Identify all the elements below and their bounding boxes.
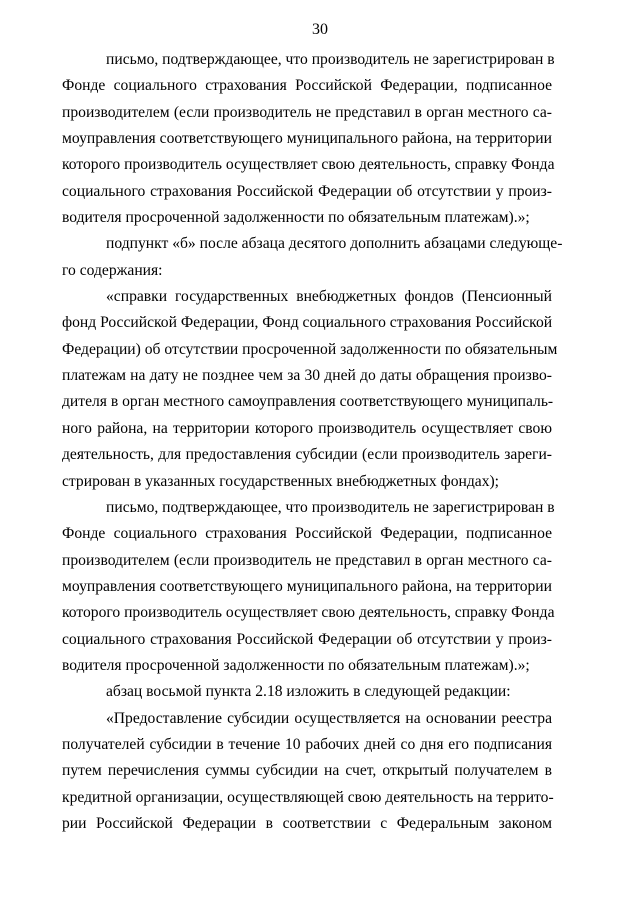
text-line: путем перечисления суммы субсидии на счет, открытый получателем в [62,762,552,780]
text-line: стрирован в указанных государственных внебюджетных фондах); [62,472,500,490]
paragraph [62,706,552,838]
text-line: которого производитель осуществляет свою деятельность, справку Фонда [62,156,555,174]
text-line: водителя просроченной задолженности по обязательным платежам).»; [62,209,530,227]
text-line: письмо, подтверждающее, что производитель не зарегистрирован в [106,51,555,68]
paragraph [62,231,563,284]
text-line: «справки государственных внебюджетных фондов (Пенсионный [106,288,552,306]
paragraph [62,495,555,679]
text-line: Федерации) об отсутствии просроченной задолженности по обязательным [62,340,558,358]
text-line: производителем (если производитель не представил в орган местного са- [62,551,552,569]
text-line: социального страхования Российской Федерации об отсутствии у произ- [62,182,552,200]
text-line: ного района, на территории которого производитель осуществляет свою [62,419,552,437]
paragraph [62,284,558,495]
text-line: которого производитель осуществляет свою деятельность, справку Фонда [62,604,555,622]
text-line: моуправления соответствующего муниципального района, на территории [62,577,552,595]
paragraph [62,679,552,705]
page-number: 30 [312,21,328,38]
document-body [62,47,563,837]
text-line: го содержания: [62,261,163,279]
text-line: получателей субсидии в течение 10 рабочих дней со дня его подписания [62,735,552,753]
text-line: кредитной организации, осуществляющей свою деятельность на террито- [62,788,554,806]
text-line: фонд Российской Федерации, Фонд социального страхования Российской [62,314,553,332]
text-line: «Предоставление субсидии осуществляется на основании реестра [106,709,552,727]
text-line: Фонде социального страхования Российской Федерации, подписанное [62,77,552,95]
text-line: производителем (если производитель не представил в орган местного са- [62,103,552,121]
text-line: водителя просроченной задолженности по обязательным платежам).»; [62,656,530,674]
text-line: рии Российской Федерации в соответствии с Федеральным законом [62,814,552,832]
text-line: письмо, подтверждающее, что производитель не зарегистрирован в [106,498,555,516]
paragraph [62,47,555,231]
text-line: платежам на дату не позднее чем за 30 дней до даты обращения произво- [62,367,552,385]
text-line: Фонде социального страхования Российской Федерации, подписанное [62,525,552,543]
text-line: абзац восьмой пункта 2.18 изложить в следующей редакции: [106,683,511,701]
text-line: социального страхования Российской Федерации об отсутствии у произ- [62,630,552,648]
text-line: подпункт «б» после абзаца десятого дополнить абзацами следующе- [106,235,563,253]
text-line: моуправления соответствующего муниципального района, на территории [62,130,552,148]
text-line: деятельность, для предоставления субсидии (если производитель зареги- [62,446,552,464]
text-line: дителя в орган местного самоуправления соответствующего муниципаль- [62,393,554,411]
